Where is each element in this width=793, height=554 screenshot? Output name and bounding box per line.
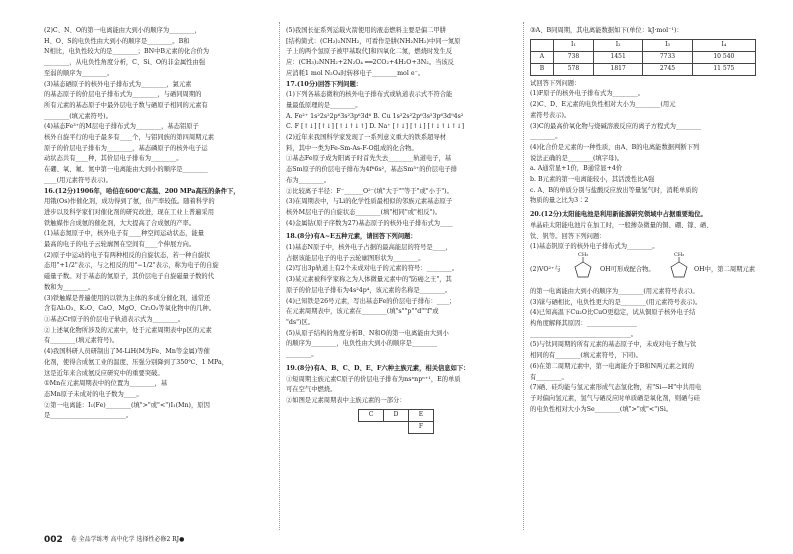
table-cell: A bbox=[531, 51, 554, 63]
text-line: 可在空气中燃烧。 bbox=[286, 386, 337, 394]
text-line: (2)C、D、E元素的电负性相对大小为________(用元 bbox=[530, 101, 676, 109]
text-line: 动状态共有____种，其价层电子排布为________。 bbox=[44, 155, 183, 163]
text-line: 有________(填元素符号)。 bbox=[44, 337, 119, 345]
text-fragment: OH中，第二周期元素 bbox=[694, 265, 756, 273]
text-line: (4)已知高温下Cu₂O比CuO更稳定，试从铜原子核外电子结 bbox=[530, 309, 696, 317]
text-line: 量最低原理的是________。 bbox=[286, 101, 362, 109]
text-line: (7)硒、硅均能与氢元素形成气态氢化物，若"Si—H"中共用电 bbox=[530, 384, 702, 392]
text-line: ①短周期主族元素C原子的价层电子排布为nsⁿnpⁿ⁺¹，E的单质 bbox=[286, 375, 461, 383]
text-line: (1)基态氮原子中，核外电子有____种空间运动状态，能量 bbox=[44, 230, 205, 238]
text-line: (5)我国长征系列运载火箭使用的液态燃料主要是偏二甲肼 bbox=[286, 27, 447, 34]
text-line: 构角度解释其原因：________________ bbox=[530, 320, 638, 328]
text-fragment: (2)VO²⁺与 bbox=[530, 265, 561, 273]
text-line: (5)与钛同周期的所有元素的基态原子中，未成对电子数与钛 bbox=[530, 341, 697, 349]
text-line: 子对偏向氢元素，氢气与硒反应时单质硒是氧化剂，则硒与硅 bbox=[530, 394, 701, 402]
ionization-energy-table bbox=[530, 39, 756, 76]
question-17-head: 17.(10分)回答下列问题： bbox=[286, 80, 363, 88]
text-line: 核外M层电子的自旋状态________(填"相同"或"相反")。 bbox=[286, 208, 442, 216]
question-18-head: 18.(8分)有A~E五种元素，请回答下列问题： bbox=[286, 233, 417, 241]
text-line: (1)下列各基态微粒的核外电子排布式或轨道表示式不符合能 bbox=[286, 91, 453, 99]
text-line: 用锇(Os)作催化剂，成功得到了氨，但产率较低。随着科学的 bbox=[44, 198, 215, 206]
text-line: (3)在周期表中，与Li的化学性质最相似的邻族元素基态原子 bbox=[286, 198, 453, 206]
ligand-structure-row bbox=[530, 253, 759, 287]
text-line: "ds")区。 bbox=[286, 318, 315, 326]
text-line: 所有元素的基态原子中最外层电子数与硒原子相同的元素有 bbox=[44, 101, 208, 109]
table-header: I₂ bbox=[593, 39, 642, 51]
text-line: ________。 bbox=[286, 351, 318, 359]
page-footer bbox=[44, 534, 760, 546]
question-16-head: 16.(12分)1906年，哈伯在600℃高温、200 MPa高压的条件下， bbox=[44, 187, 240, 195]
column-3 bbox=[530, 26, 759, 415]
table-cell: F bbox=[409, 421, 434, 433]
text-line: H、O、S的电负性由大到小的顺序是________。B和 bbox=[44, 37, 190, 45]
text-line: 态Sm原子的价层电子排布为4f⁶6s²，基态Sm³⁺的价层电子排 bbox=[286, 166, 457, 174]
text-line: ②第一电离能：I₁(Fe)________(填">"或"<")I₁(Mn)，原因 bbox=[44, 401, 210, 409]
column-1 bbox=[44, 26, 273, 422]
text-line: (5)从原子结构的角度分析B、N和O的第一电离能由大到小 bbox=[286, 329, 449, 337]
question-19-head: 19.(8分)有A、B、C、D、E、F六种主族元素，相关信息如下： bbox=[286, 364, 470, 372]
table-cell: B bbox=[531, 63, 554, 75]
text-line: (1)基态钒原子的核外电子排布式为________。 bbox=[530, 243, 659, 251]
page-number: 002 bbox=[44, 535, 63, 545]
text-line: 的第一电离能由大到小的顺序为________(用元素符号表示)。 bbox=[530, 287, 699, 295]
text-line: (2)近年来我国科学家发现了一系列意义重大的铁系超导材 bbox=[286, 134, 447, 142]
text-line: 这是近年来合成氨反应研究中的重要突破。 bbox=[44, 369, 164, 377]
text-line: ________。 bbox=[530, 133, 562, 141]
table-cell: 1451 bbox=[593, 51, 642, 63]
text-line: 的顺序为________，电负性由大到小的顺序是________ bbox=[286, 340, 438, 348]
text-line: ________(填元素符号)。 bbox=[44, 112, 112, 120]
text-line: 应消耗1 mol N₂O₄时转移电子________mol e⁻。 bbox=[286, 69, 425, 77]
text-line: 说法正确的是________(填字母)。 bbox=[530, 154, 624, 162]
text-line: 态用"+1/2"表示，与之相反的用"−1/2"表示，称为电子的自旋 bbox=[44, 262, 219, 270]
text-line: A. Fe²⁺ 1s²2s²2p⁶3s²3p⁶3d⁶ B. Cu 1s²2s²2p⁶3s²3p⁶3d⁹4s² bbox=[286, 112, 464, 120]
text-line: (3)某元素被科学家称之为人体微量元素中的"防癌之王"，其 bbox=[286, 276, 452, 284]
text-line: ____(用元素符号表示)。 bbox=[44, 176, 112, 184]
text-line: 铁触媒作合成氨的催化剂，大大提高了合成氨的产率。 bbox=[44, 219, 196, 227]
text-line: ________________________________。 bbox=[530, 330, 638, 338]
text-line: 态Mn原子未成对的电子数为____。 bbox=[44, 390, 143, 398]
text-line: 钛、钒等。回答下列问题： bbox=[530, 232, 606, 240]
text-line: ①基态Cr原子的价层电子轨道表示式为________。 bbox=[44, 315, 185, 323]
text-line: 进步以及科学家们对催化剂的研究改进，现在工业上普遍采用 bbox=[44, 208, 215, 216]
text-line: (2)C、N、O的第一电离能由大到小的顺序为________， bbox=[44, 27, 201, 34]
table-cell: 7733 bbox=[643, 51, 692, 63]
text-line: 占据该能层电子的电子云轮廓图形状为________。 bbox=[286, 254, 425, 262]
table-header: I₁ bbox=[553, 39, 593, 51]
table-cell: C bbox=[359, 409, 384, 421]
table-row bbox=[531, 63, 756, 75]
question-20-head: 20.(12分)太阳能电池是利用新能源研究领域中占据重要地位。 bbox=[530, 211, 707, 219]
table-cell: 578 bbox=[553, 63, 593, 75]
text-line: (2)写出3p轨道上有2个未成对电子的元素的符号：________。 bbox=[286, 265, 459, 273]
column-divider bbox=[523, 22, 524, 530]
text-line: (3)铁触媒是普遍使用的以铁为主体的多成分催化剂，通常还 bbox=[44, 294, 211, 302]
text-line: (2)原子中运动的电子有两种相反的自旋状态，若一种自旋状 bbox=[44, 251, 211, 259]
text-line: 试回答下列问题： bbox=[530, 79, 581, 87]
text-line: (1)F原子的核外电子排布式为________。 bbox=[530, 90, 645, 98]
table-cell: 10 540 bbox=[692, 51, 755, 63]
methyl-label: CH₃ bbox=[674, 251, 685, 258]
column-divider bbox=[279, 22, 280, 530]
table-header: I₃ bbox=[643, 39, 692, 51]
text-line: 化剂，使得合成氨工业的温度、压强分别降到了350℃、1 MPa， bbox=[44, 358, 229, 366]
text-line: [结构简式：(CH₃)₂NNH₂，可看作是肼(NH₂NH₂)中同一氮原 bbox=[286, 37, 461, 45]
text-line: 最高的电子的电子云轮廓图在空间有____个伸展方向。 bbox=[44, 241, 196, 249]
text-line: C. F [↑↓] [↑↓] [↑↓↑↓↑] D. Na⁺ [↑↓] [↑↓] [↑↓↑↓↑↓] bbox=[286, 123, 465, 131]
text-line: 原子的价层电子排布为________，基态磷原子的核外电子运 bbox=[44, 144, 208, 152]
text-line: 物质的量之比为3∶2 bbox=[530, 197, 589, 205]
text-line: (4)已知铁是26号元素，写出基态Fe的价层电子排布：____； bbox=[286, 297, 456, 305]
table-cell bbox=[359, 421, 384, 433]
text-line: (4)金属钴(原子序数为27)基态原子的核外电子排布式为____ bbox=[286, 219, 453, 227]
text-line: 相同的有________(填元素符号，下同)。 bbox=[530, 352, 642, 360]
table-cell: D bbox=[384, 409, 409, 421]
text-line: 在元素周期表中，该元素在________(填"s""p""d""f"或 bbox=[286, 308, 439, 316]
text-line: ①基态Fe原子成为阳离子时首先失去________轨道电子，基 bbox=[286, 155, 452, 163]
text-line: (6)在第二周期元素中，第一电离能介于B和N两元素之间的 bbox=[530, 362, 694, 370]
text-line: (3)基态硒原子的核外电子排布式为________，氯元素 bbox=[44, 80, 192, 88]
table-header bbox=[531, 39, 554, 51]
text-line: c. A、B的单质分别与盐酸反应放出等量氢气时，消耗单质的 bbox=[530, 186, 698, 194]
text-line: N相比，电负性较大的是________；BN中B元素的化合价为 bbox=[44, 48, 210, 56]
table-cell: 2745 bbox=[643, 63, 692, 75]
table-row bbox=[531, 51, 756, 63]
text-fragment: OH可形成配合物。 bbox=[600, 265, 655, 273]
text-line: 单晶硅太阳能电池片在加工时，一般掺杂微量的铜、硼、镓、硒、 bbox=[530, 221, 713, 229]
table-cell: 738 bbox=[553, 51, 593, 63]
text-line: ②比较离子半径：F⁻______O²⁻(填"大于""等于"或"小于")。 bbox=[286, 187, 453, 195]
text-line: (4)基态Fe³⁺的M层电子排布式为________，基态铝原子 bbox=[44, 123, 199, 131]
text-line: 磁量子数。对于基态的氮原子，其价层电子自旋磁量子数的代 bbox=[44, 273, 215, 281]
table-header: I₄ bbox=[692, 39, 755, 51]
text-line: (1)基态N原子中，核外电子占据的最高能层的符号是____， bbox=[286, 244, 452, 252]
text-line: 应：(CH₃)₂NNH₂+2N₂O₄ ══2CO₂+4H₂O+3N₂。当该反 bbox=[286, 59, 454, 67]
periodic-table-fragment bbox=[358, 409, 434, 434]
text-line: 含有Al₂O₃、K₂O、CaO、MgO、Cr₂O₃等氧化物中的几种。 bbox=[44, 305, 216, 313]
text-line: 素符号表示)。 bbox=[530, 111, 571, 119]
text-line: 在硼、氧、氟、氮中第一电离能由大到小的顺序是________ bbox=[44, 166, 208, 174]
table-cell: 1817 bbox=[593, 63, 642, 75]
table-cell bbox=[384, 421, 409, 433]
text-line: 的电负性相对大小为Se________(填">"或"<")Si。 bbox=[530, 405, 673, 413]
text-line: 子上的两个氢原子被甲基取代]和四氧化二氮，燃烧时发生反 bbox=[286, 48, 453, 56]
text-line: 核外自旋平行的电子最多有____个，与铝同族的第四周期元素 bbox=[44, 134, 215, 142]
text-line: 的基态原子的价层电子排布式为________，与硒同周期的 bbox=[44, 91, 202, 99]
text-line: ①Mn在元素周期表中的位置为________，基 bbox=[44, 380, 168, 388]
text-line: 至弱的顺序为________。 bbox=[44, 69, 114, 77]
methyl-label: CH₃ bbox=[578, 251, 589, 258]
table-cell: 11 575 bbox=[692, 63, 755, 75]
footer-text: 卷 全品学练考 高中化学 选择性必修2 RJ● bbox=[70, 536, 185, 543]
text-line: ②上述氧化物所涉及的元素中，处于元素周期表中p区的元素 bbox=[44, 326, 212, 334]
table-cell: E bbox=[409, 409, 434, 421]
text-line: ③A、B同周期，其电离能数据如下(单位：kJ·mol⁻¹)： bbox=[530, 27, 683, 34]
text-line: (3)铼与硒相比，电负性更大的是________(用元素符号表示)。 bbox=[530, 298, 702, 306]
text-line: (4)化合价是元素的一种性质，由A、B的电离能数据判断下列 bbox=[530, 143, 700, 151]
column-2 bbox=[286, 26, 518, 437]
text-line: 有________。 bbox=[530, 373, 568, 381]
text-line: a. A通常显+1价，B通常显+4价 bbox=[530, 165, 623, 173]
text-line: (4)我国科研人员研制出了M-LiH(M为Fe、Mn等金属)等催 bbox=[44, 348, 210, 356]
text-line: 料，其中一类为Fe-Sm-As-F-O组成的化合物。 bbox=[286, 144, 418, 152]
text-line: ②如图是元素周期表中主族元素的一部分： bbox=[286, 396, 406, 404]
text-line: 布为________。 bbox=[286, 176, 331, 184]
text-line: 原子的价层电子排布为4s²4p⁴，该元素的名称是________。 bbox=[286, 286, 452, 294]
text-line: 是________________________。 bbox=[44, 412, 133, 420]
text-line: ________，从电负性角度分析，C、Si、O的非金属性由强 bbox=[44, 59, 206, 67]
text-line: b. B元素的第一电离能较小，其活泼性比A强 bbox=[530, 176, 655, 184]
text-line: 数和为________。 bbox=[44, 283, 95, 291]
text-line: (3)C的最高价氧化物与烧碱溶液反应的离子方程式为________ bbox=[530, 122, 702, 130]
